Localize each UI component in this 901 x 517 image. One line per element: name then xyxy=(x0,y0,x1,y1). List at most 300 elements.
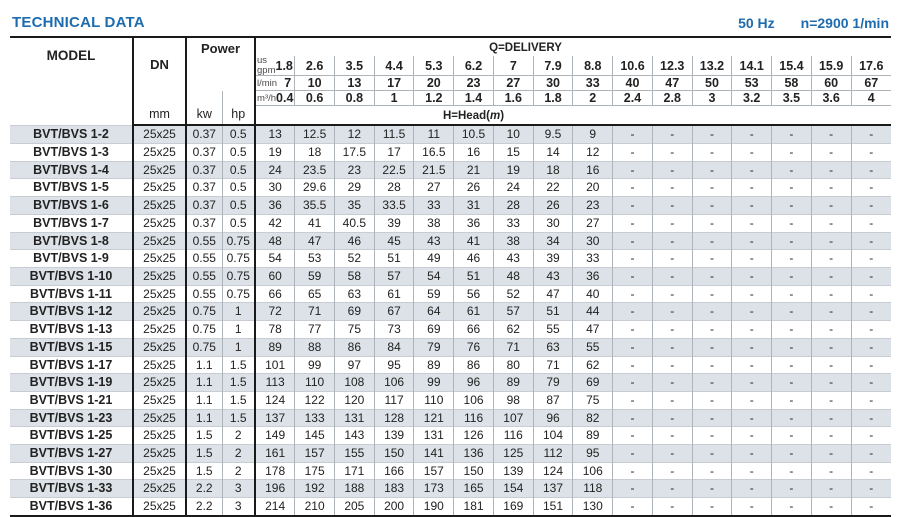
head-value-cell: 173 xyxy=(414,480,454,498)
kw-cell: 0.55 xyxy=(186,250,222,268)
head-value-cell: - xyxy=(811,445,851,463)
head-value-cell: 20 xyxy=(573,179,613,197)
hp-cell: 2 xyxy=(222,462,255,480)
head-value-cell: 36 xyxy=(573,268,613,286)
head-value-cell: 12.5 xyxy=(295,125,335,143)
head-value-cell: 196 xyxy=(255,480,295,498)
table-row xyxy=(10,462,891,480)
delivery-value-cell: 58 xyxy=(772,76,812,91)
dn-cell: 25x25 xyxy=(133,338,186,356)
head-value-cell: 64 xyxy=(414,303,454,321)
table-row xyxy=(10,250,891,268)
head-value-cell: - xyxy=(732,409,772,427)
head-value-cell: - xyxy=(772,321,812,339)
head-value-cell: - xyxy=(851,338,891,356)
head-value-cell: 121 xyxy=(414,409,454,427)
head-value-cell: 150 xyxy=(374,445,414,463)
kw-cell: 2.2 xyxy=(186,480,222,498)
delivery-value-cell: 1 xyxy=(374,91,414,106)
head-value-cell: - xyxy=(851,498,891,516)
head-value-cell: - xyxy=(613,268,653,286)
head-value-cell: - xyxy=(692,480,732,498)
table-row xyxy=(10,303,891,321)
head-value-cell: 69 xyxy=(334,303,374,321)
model-cell: BVT/BVS 1-2 xyxy=(10,125,133,143)
hp-cell: 0.5 xyxy=(222,161,255,179)
head-value-cell: 63 xyxy=(334,285,374,303)
head-value-cell: - xyxy=(811,197,851,215)
delivery-value-cell: 1.6 xyxy=(493,91,533,106)
head-value-cell: 110 xyxy=(414,391,454,409)
delivery-value-cell: 0.6 xyxy=(295,91,335,106)
head-value-cell: - xyxy=(732,445,772,463)
head-value-cell: - xyxy=(652,374,692,392)
head-value-cell: 18 xyxy=(533,161,573,179)
head-value-cell: 118 xyxy=(573,480,613,498)
head-value-cell: 54 xyxy=(414,268,454,286)
dn-cell: 25x25 xyxy=(133,268,186,286)
delivery-value-cell: 3.5 xyxy=(772,91,812,106)
head-value-cell: - xyxy=(732,427,772,445)
head-value-cell: 41 xyxy=(295,214,335,232)
table-row xyxy=(10,125,891,143)
delivery-value-cell: 2 xyxy=(573,91,613,106)
head-value-cell: 178 xyxy=(255,462,295,480)
head-value-cell: - xyxy=(811,250,851,268)
head-value-cell: - xyxy=(692,214,732,232)
head-value-cell: 33 xyxy=(414,197,454,215)
head-value-cell: - xyxy=(613,462,653,480)
dn-cell: 25x25 xyxy=(133,462,186,480)
model-cell: BVT/BVS 1-3 xyxy=(10,144,133,162)
model-cell: BVT/BVS 1-6 xyxy=(10,197,133,215)
head-value-cell: - xyxy=(772,445,812,463)
head-value-cell: 26 xyxy=(454,179,494,197)
table-row xyxy=(10,197,891,215)
table-row xyxy=(10,409,891,427)
head-value-cell: - xyxy=(772,303,812,321)
head-value-cell: - xyxy=(772,285,812,303)
head-value-cell: - xyxy=(811,285,851,303)
delivery-value-cell: 3.5 xyxy=(334,56,374,76)
head-value-cell: 48 xyxy=(493,268,533,286)
head-value-cell: 104 xyxy=(533,427,573,445)
delivery-value-cell: 50 xyxy=(692,76,732,91)
dn-cell: 25x25 xyxy=(133,232,186,250)
delivery-value-cell: 17.6 xyxy=(851,56,891,76)
head-value-cell: - xyxy=(811,391,851,409)
head-value-cell: 16.5 xyxy=(414,144,454,162)
model-cell: BVT/BVS 1-12 xyxy=(10,303,133,321)
head-value-cell: - xyxy=(851,321,891,339)
model-cell: BVT/BVS 1-19 xyxy=(10,374,133,392)
title-bar xyxy=(0,0,901,36)
head-value-cell: 31 xyxy=(454,197,494,215)
table-row xyxy=(10,427,891,445)
head-value-cell: - xyxy=(692,268,732,286)
head-value-cell: 124 xyxy=(255,391,295,409)
kw-cell: 0.37 xyxy=(186,161,222,179)
head-value-cell: 86 xyxy=(454,356,494,374)
kw-cell: 0.55 xyxy=(186,268,222,286)
head-value-cell: - xyxy=(652,391,692,409)
head-value-cell: - xyxy=(692,409,732,427)
model-cell: BVT/BVS 1-33 xyxy=(10,480,133,498)
head-value-cell: 62 xyxy=(493,321,533,339)
head-value-cell: 33 xyxy=(573,250,613,268)
hp-unit-label: hp xyxy=(222,91,255,126)
kw-cell: 1.1 xyxy=(186,409,222,427)
hp-cell: 0.5 xyxy=(222,179,255,197)
head-value-cell: 192 xyxy=(295,480,335,498)
head-value-cell: 76 xyxy=(454,338,494,356)
head-value-cell: 137 xyxy=(533,480,573,498)
head-value-cell: - xyxy=(613,356,653,374)
dn-cell: 25x25 xyxy=(133,498,186,516)
head-value-cell: - xyxy=(772,144,812,162)
unit-row-m3h xyxy=(10,91,891,106)
head-value-cell: 52 xyxy=(334,250,374,268)
head-value-cell: - xyxy=(652,338,692,356)
kw-cell: 1.1 xyxy=(186,356,222,374)
head-value-cell: 120 xyxy=(334,391,374,409)
delivery-value-cell: 3.6 xyxy=(811,91,851,106)
head-value-cell: - xyxy=(772,232,812,250)
head-value-cell: 56 xyxy=(454,285,494,303)
head-value-cell: - xyxy=(692,144,732,162)
kw-cell: 1.1 xyxy=(186,374,222,392)
delivery-value-cell: 13.2 xyxy=(692,56,732,76)
head-value-cell: - xyxy=(732,303,772,321)
hp-cell: 1.5 xyxy=(222,374,255,392)
head-value-cell: - xyxy=(772,374,812,392)
head-value-cell: - xyxy=(692,391,732,409)
hp-cell: 1.5 xyxy=(222,356,255,374)
head-value-cell: 16 xyxy=(454,144,494,162)
table-row xyxy=(10,232,891,250)
hp-cell: 3 xyxy=(222,498,255,516)
kw-cell: 0.37 xyxy=(186,197,222,215)
delivery-value-cell: 47 xyxy=(652,76,692,91)
head-value-cell: 9.5 xyxy=(533,125,573,143)
head-value-cell: 136 xyxy=(454,445,494,463)
head-value-cell: 77 xyxy=(295,321,335,339)
model-cell: BVT/BVS 1-11 xyxy=(10,285,133,303)
delivery-value-cell: 27 xyxy=(493,76,533,91)
delivery-value-cell: 5.3 xyxy=(414,56,454,76)
head-value-cell: - xyxy=(811,268,851,286)
dn-cell: 25x25 xyxy=(133,427,186,445)
kw-cell: 1.5 xyxy=(186,427,222,445)
model-cell: BVT/BVS 1-36 xyxy=(10,498,133,516)
head-value-cell: 166 xyxy=(374,462,414,480)
dn-cell: 25x25 xyxy=(133,480,186,498)
head-value-cell: - xyxy=(652,179,692,197)
head-label: H=Head(m) xyxy=(442,110,505,123)
head-value-cell: 210 xyxy=(295,498,335,516)
head-value-cell: - xyxy=(811,480,851,498)
head-value-cell: 27 xyxy=(573,214,613,232)
delivery-value-cell: 2.4 xyxy=(613,91,653,106)
head-value-cell: 28 xyxy=(374,179,414,197)
head-value-cell: 26 xyxy=(533,197,573,215)
model-cell: BVT/BVS 1-27 xyxy=(10,445,133,463)
dn-cell: 25x25 xyxy=(133,445,186,463)
head-value-cell: 79 xyxy=(414,338,454,356)
head-value-cell: 36 xyxy=(454,214,494,232)
head-value-cell: - xyxy=(772,356,812,374)
head-value-cell: 38 xyxy=(493,232,533,250)
head-value-cell: 57 xyxy=(493,303,533,321)
hp-cell: 2 xyxy=(222,427,255,445)
head-value-cell: 113 xyxy=(255,374,295,392)
model-cell: BVT/BVS 1-25 xyxy=(10,427,133,445)
head-value-cell: 175 xyxy=(295,462,335,480)
head-value-cell: - xyxy=(613,303,653,321)
head-value-cell: 43 xyxy=(533,268,573,286)
head-value-cell: - xyxy=(692,161,732,179)
head-value-cell: 63 xyxy=(533,338,573,356)
head-value-cell: 154 xyxy=(493,480,533,498)
hp-cell: 1.5 xyxy=(222,409,255,427)
kw-cell: 0.37 xyxy=(186,214,222,232)
delivery-value: 0.4 xyxy=(276,91,294,106)
head-value-cell: 97 xyxy=(334,356,374,374)
head-value-cell: - xyxy=(772,125,812,143)
head-value-cell: 214 xyxy=(255,498,295,516)
delivery-value-cell xyxy=(255,91,295,106)
model-cell: BVT/BVS 1-21 xyxy=(10,391,133,409)
head-value-cell: 78 xyxy=(255,321,295,339)
hp-cell: 0.75 xyxy=(222,250,255,268)
head-value-cell: - xyxy=(652,285,692,303)
head-value-cell: 200 xyxy=(374,498,414,516)
head-value-cell: 87 xyxy=(533,391,573,409)
head-value-cell: - xyxy=(652,462,692,480)
model-cell: BVT/BVS 1-4 xyxy=(10,161,133,179)
head-value-cell: - xyxy=(811,321,851,339)
head-value-cell: 51 xyxy=(374,250,414,268)
dn-cell: 25x25 xyxy=(133,197,186,215)
delivery-label: Q=DELIVERY xyxy=(489,42,562,54)
head-value-cell: - xyxy=(811,232,851,250)
dn-cell: 25x25 xyxy=(133,214,186,232)
head-value-cell: 43 xyxy=(493,250,533,268)
head-value-cell: 35.5 xyxy=(295,197,335,215)
head-value-cell: - xyxy=(652,303,692,321)
dn-cell: 25x25 xyxy=(133,409,186,427)
head-value-cell: 30 xyxy=(573,232,613,250)
head-value-cell: 143 xyxy=(334,427,374,445)
hp-cell: 0.5 xyxy=(222,125,255,143)
table-row xyxy=(10,179,891,197)
head-value-cell: 139 xyxy=(374,427,414,445)
head-value-cell: - xyxy=(652,214,692,232)
head-value-cell: - xyxy=(732,125,772,143)
head-value-cell: 51 xyxy=(533,303,573,321)
head-value-cell: 53 xyxy=(295,250,335,268)
head-value-cell: 11 xyxy=(414,125,454,143)
head-value-cell: 35 xyxy=(334,197,374,215)
head-value-cell: 155 xyxy=(334,445,374,463)
head-value-cell: 106 xyxy=(374,374,414,392)
head-value-cell: - xyxy=(811,303,851,321)
dn-cell: 25x25 xyxy=(133,125,186,143)
head-value-cell: 133 xyxy=(295,409,335,427)
head-value-cell: 106 xyxy=(573,462,613,480)
head-value-cell: - xyxy=(851,285,891,303)
delivery-value-cell: 8.8 xyxy=(573,56,613,76)
head-value-cell: - xyxy=(692,232,732,250)
dn-cell: 25x25 xyxy=(133,285,186,303)
head-value-cell: 36 xyxy=(255,197,295,215)
head-value-cell: - xyxy=(692,427,732,445)
delivery-value-cell: 67 xyxy=(851,76,891,91)
model-cell: BVT/BVS 1-10 xyxy=(10,268,133,286)
dn-cell: 25x25 xyxy=(133,250,186,268)
head-value-cell: 43 xyxy=(414,232,454,250)
table-row xyxy=(10,338,891,356)
head-value-cell: 52 xyxy=(493,285,533,303)
head-value-cell: 27 xyxy=(414,179,454,197)
head-value-cell: 75 xyxy=(573,391,613,409)
model-cell: BVT/BVS 1-30 xyxy=(10,462,133,480)
head-value-cell: 24 xyxy=(493,179,533,197)
table-row xyxy=(10,445,891,463)
head-value-cell: 49 xyxy=(414,250,454,268)
table-row xyxy=(10,144,891,162)
head-value-cell: 10.5 xyxy=(454,125,494,143)
head-value-cell: 139 xyxy=(493,462,533,480)
head-value-cell: 106 xyxy=(454,391,494,409)
head-value-cell: - xyxy=(811,161,851,179)
head-value-cell: 19 xyxy=(493,161,533,179)
head-value-cell: - xyxy=(613,427,653,445)
dn-cell: 25x25 xyxy=(133,144,186,162)
head-value-cell: - xyxy=(652,197,692,215)
head-value-cell: 62 xyxy=(573,356,613,374)
head-value-cell: - xyxy=(613,144,653,162)
delivery-header xyxy=(255,37,891,56)
delivery-value-cell: 20 xyxy=(414,76,454,91)
head-value-cell: - xyxy=(732,214,772,232)
head-value-cell: - xyxy=(652,125,692,143)
model-cell: BVT/BVS 1-23 xyxy=(10,409,133,427)
head-value-cell: 34 xyxy=(533,232,573,250)
head-value-cell: - xyxy=(732,268,772,286)
head-value-cell: 59 xyxy=(414,285,454,303)
head-value-cell: - xyxy=(772,480,812,498)
head-value-cell: - xyxy=(851,214,891,232)
head-value-cell: - xyxy=(811,338,851,356)
head-value-cell: - xyxy=(692,250,732,268)
head-value-cell: 30 xyxy=(255,179,295,197)
head-value-cell: 112 xyxy=(533,445,573,463)
head-value-cell: 169 xyxy=(493,498,533,516)
head-value-cell: 126 xyxy=(454,427,494,445)
head-value-cell: 47 xyxy=(573,321,613,339)
head-value-cell: - xyxy=(851,356,891,374)
delivery-value-cell: 7 xyxy=(493,56,533,76)
head-value-cell: - xyxy=(613,179,653,197)
head-value-cell: - xyxy=(811,409,851,427)
head-value-cell: 44 xyxy=(573,303,613,321)
head-value-cell: 14 xyxy=(533,144,573,162)
delivery-value-cell: 40 xyxy=(613,76,653,91)
head-value-cell: - xyxy=(772,498,812,516)
head-value-cell: - xyxy=(613,161,653,179)
hp-cell: 1 xyxy=(222,321,255,339)
delivery-value-cell: 4 xyxy=(851,91,891,106)
dn-cell: 25x25 xyxy=(133,391,186,409)
head-value-cell: 65 xyxy=(295,285,335,303)
hp-cell: 2 xyxy=(222,445,255,463)
head-value-cell: - xyxy=(811,498,851,516)
head-value-cell: - xyxy=(613,391,653,409)
head-value-cell: 71 xyxy=(533,356,573,374)
head-value-cell: 45 xyxy=(374,232,414,250)
head-value-cell: 23.5 xyxy=(295,161,335,179)
head-value-cell: - xyxy=(732,374,772,392)
head-value-cell: 171 xyxy=(334,462,374,480)
head-value-cell: - xyxy=(692,179,732,197)
model-cell: BVT/BVS 1-9 xyxy=(10,250,133,268)
kw-cell: 2.2 xyxy=(186,498,222,516)
head-value-cell: 12 xyxy=(334,125,374,143)
head-value-cell: 28 xyxy=(493,197,533,215)
delivery-value-cell: 17 xyxy=(374,76,414,91)
delivery-value-cell: 7.9 xyxy=(533,56,573,76)
head-value-cell: 58 xyxy=(334,268,374,286)
kw-cell: 0.37 xyxy=(186,144,222,162)
head-value-cell: - xyxy=(613,374,653,392)
head-value-cell: - xyxy=(652,268,692,286)
head-value-cell: 165 xyxy=(454,480,494,498)
head-value-cell: 116 xyxy=(454,409,494,427)
head-value-cell: - xyxy=(772,391,812,409)
head-value-cell: - xyxy=(732,356,772,374)
head-value-cell: 29.6 xyxy=(295,179,335,197)
head-value-cell: - xyxy=(652,232,692,250)
head-value-cell: 17 xyxy=(374,144,414,162)
head-value-cell: 66 xyxy=(255,285,295,303)
delivery-value-cell: 1.8 xyxy=(533,91,573,106)
kw-cell: 1.5 xyxy=(186,445,222,463)
head-value-cell: 150 xyxy=(454,462,494,480)
model-cell: BVT/BVS 1-7 xyxy=(10,214,133,232)
head-value-cell: 84 xyxy=(374,338,414,356)
head-value-cell: 47 xyxy=(533,285,573,303)
power-header: Power xyxy=(186,37,255,76)
head-value-cell: 157 xyxy=(414,462,454,480)
delivery-value: 7 xyxy=(284,76,292,91)
delivery-value-cell: 6.2 xyxy=(454,56,494,76)
speed-label: n=2900 1/min xyxy=(800,15,889,31)
head-value-cell: - xyxy=(652,427,692,445)
hp-cell: 0.5 xyxy=(222,214,255,232)
head-value-cell: 128 xyxy=(374,409,414,427)
delivery-value-cell: 60 xyxy=(811,76,851,91)
head-value-cell: 72 xyxy=(255,303,295,321)
unit-label: us gpm xyxy=(257,55,276,76)
hp-cell: 0.5 xyxy=(222,197,255,215)
kw-cell: 1.1 xyxy=(186,391,222,409)
head-value-cell: - xyxy=(692,197,732,215)
head-value-cell: - xyxy=(613,409,653,427)
head-value-cell: - xyxy=(811,427,851,445)
head-value-cell: 95 xyxy=(573,445,613,463)
dn-cell: 25x25 xyxy=(133,179,186,197)
